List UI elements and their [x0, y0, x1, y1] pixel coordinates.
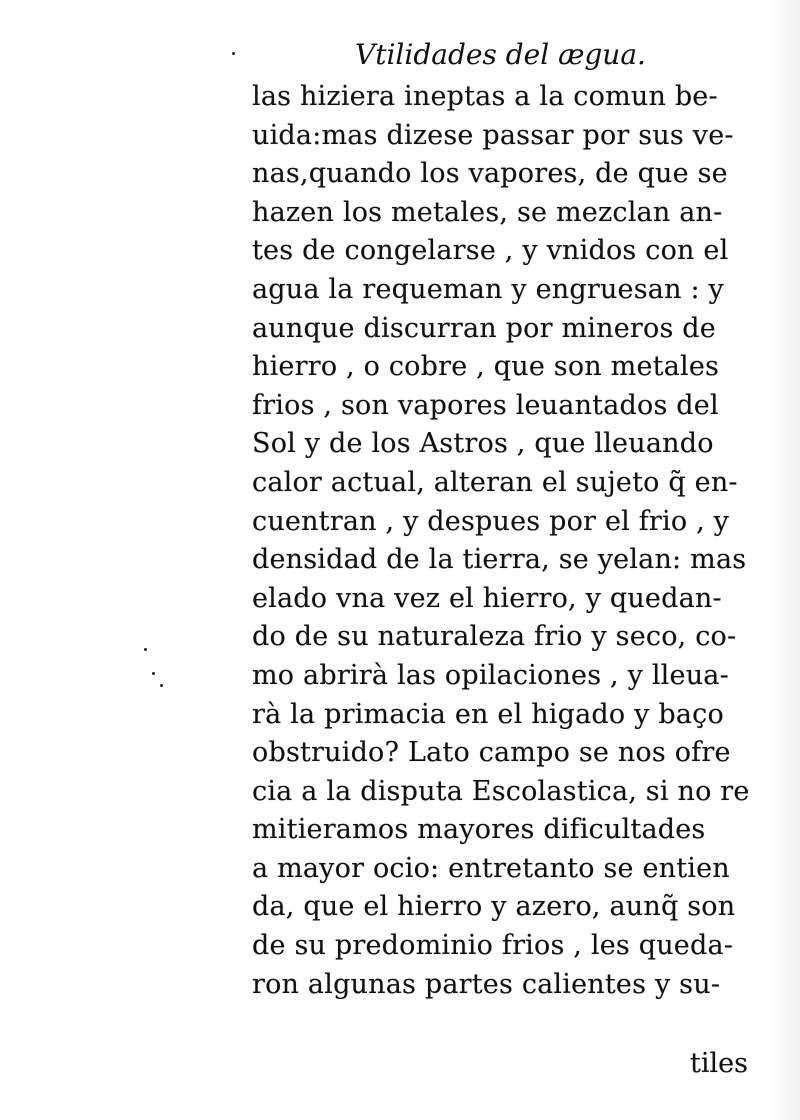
left-margin — [0, 0, 236, 1120]
text-line: ron algunas partes calientes y su- — [252, 968, 721, 1000]
text-line: las hiziera ineptas a la comun be- — [252, 81, 718, 112]
ink-speck — [144, 648, 147, 651]
text-line: hazen los metales, se mezclan an- — [252, 196, 723, 228]
catchword: tiles — [690, 1048, 748, 1079]
text-line: agua la requeman y engruesan : y — [252, 273, 724, 305]
text-line: da, que el hierro y azero, aunq̃ son — [252, 891, 736, 923]
text-line: calor actual, alteran el sujeto q̃ en- — [252, 466, 738, 498]
text-line: hierro , o cobre , que son metales — [252, 351, 720, 383]
text-line: a mayor ocio: entretanto se entien — [252, 852, 730, 884]
text-line: Sol y de los Astros , que lleuando — [252, 428, 714, 460]
text-line: obstruido? Lato campo se nos ofre — [252, 737, 731, 769]
ink-speck — [160, 684, 163, 687]
text-line: cia a la disputa Escolastica, si no re — [252, 775, 750, 807]
text-line: do de su naturaleza frio y seco, co- — [252, 621, 737, 653]
text-line: uida:mas dizese passar por sus ve- — [252, 119, 734, 151]
text-line: aunque discurran por mineros de — [252, 312, 716, 344]
text-line: mitieramos mayores dificultades — [252, 814, 706, 846]
text-line: frios , son vapores leuantados del — [252, 389, 719, 421]
text-line: cuentran , y despues por el frio , y — [252, 505, 730, 537]
text-line: de su predominio frios , les queda- — [252, 930, 734, 962]
text-line: nas,quando los vapores, de que se — [252, 158, 728, 190]
text-line: elado vna vez el hierro, y quedan- — [252, 582, 722, 614]
running-head: Vtilidades del ægua. — [355, 38, 646, 71]
ink-speck — [232, 52, 235, 55]
text-line: densidad de la tierra, se yelan: mas — [252, 544, 747, 576]
body-text — [252, 78, 772, 1004]
text-line: mo abrirà las opilaciones , y lleua- — [252, 659, 729, 691]
page-edge-shadow — [770, 0, 800, 1120]
ink-speck — [152, 672, 155, 675]
text-line: rà la primacia en el higado y baço — [252, 698, 724, 730]
text-line: tes de congelarse , y vnidos con el — [252, 235, 729, 267]
